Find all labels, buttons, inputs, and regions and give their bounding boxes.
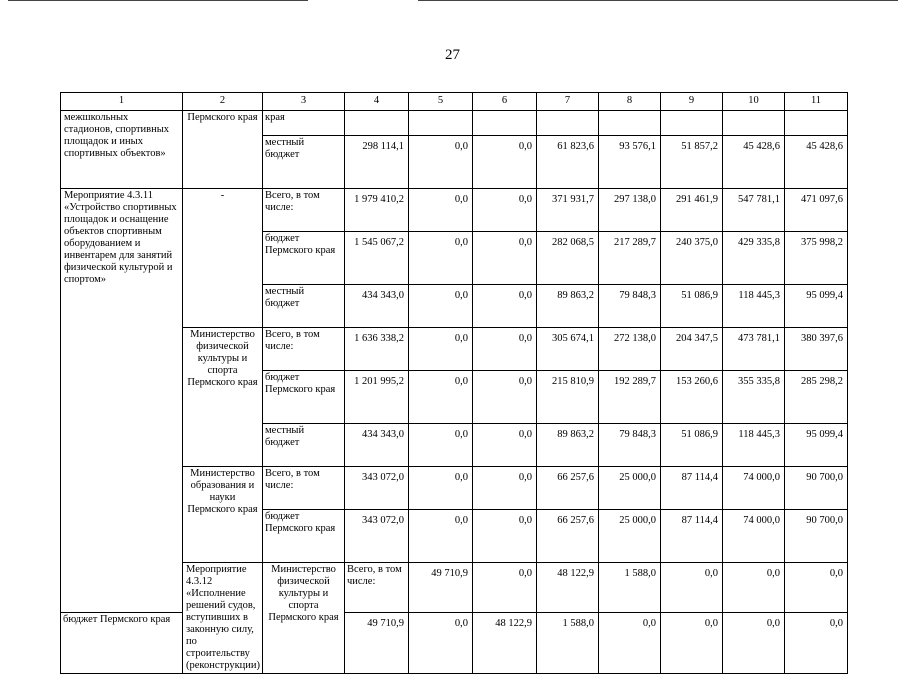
amount-cell: 285 298,2: [785, 371, 848, 424]
amount-cell: 0,0: [409, 285, 473, 328]
responsible-cell: Министерство образования и науки Пермского края: [183, 467, 263, 563]
table-row: [61, 189, 848, 232]
amount-cell: 217 289,7: [599, 232, 661, 285]
header-row: [61, 93, 848, 111]
amount-cell: 434 343,0: [345, 285, 409, 328]
header-cell: 1: [61, 93, 183, 111]
amount-cell: 0,0: [599, 612, 661, 673]
responsible-cell: -: [183, 189, 263, 328]
amount-cell: 380 397,6: [785, 328, 848, 371]
funding-source-cell: Всего, в том числе:: [263, 189, 345, 232]
amount-cell: 0,0: [473, 467, 537, 510]
amount-cell: 49 710,9: [345, 612, 409, 673]
amount-cell: 1 588,0: [599, 563, 661, 613]
page-number: 27: [445, 47, 460, 63]
amount-cell: 61 823,6: [537, 136, 599, 189]
amount-cell: 0,0: [409, 328, 473, 371]
funding-source-cell: Всего, в том числе:: [263, 328, 345, 371]
amount-cell: 434 343,0: [345, 424, 409, 467]
funding-source-cell: бюджет Пермского края: [263, 232, 345, 285]
funding-source-cell: Всего, в том числе:: [263, 467, 345, 510]
amount-cell: [599, 111, 661, 136]
activity-cell: межшкольных стадионов, спортивных площадок и иных спортивных объектов»: [61, 111, 183, 189]
amount-cell: 74 000,0: [723, 467, 785, 510]
header-cell: 10: [723, 93, 785, 111]
amount-cell: 192 289,7: [599, 371, 661, 424]
amount-cell: 204 347,5: [661, 328, 723, 371]
amount-cell: 0,0: [409, 612, 473, 673]
amount-cell: 0,0: [473, 371, 537, 424]
amount-cell: 89 863,2: [537, 285, 599, 328]
responsible-cell: Министерство физической культуры и спорта Пермского края: [183, 328, 263, 467]
amount-cell: 79 848,3: [599, 424, 661, 467]
header-cell: 2: [183, 93, 263, 111]
amount-cell: 0,0: [785, 563, 848, 613]
amount-cell: 45 428,6: [785, 136, 848, 189]
amount-cell: 48 122,9: [473, 612, 537, 673]
amount-cell: 0,0: [473, 424, 537, 467]
amount-cell: 87 114,4: [661, 510, 723, 563]
table-row: [61, 612, 848, 673]
amount-cell: 1 588,0: [537, 612, 599, 673]
amount-cell: 0,0: [409, 232, 473, 285]
amount-cell: 429 335,8: [723, 232, 785, 285]
amount-cell: 0,0: [785, 612, 848, 673]
amount-cell: 0,0: [473, 563, 537, 613]
header-cell: 4: [345, 93, 409, 111]
header-cell: 9: [661, 93, 723, 111]
amount-cell: 0,0: [409, 467, 473, 510]
amount-cell: 375 998,2: [785, 232, 848, 285]
amount-cell: 51 857,2: [661, 136, 723, 189]
amount-cell: 473 781,1: [723, 328, 785, 371]
amount-cell: 25 000,0: [599, 510, 661, 563]
amount-cell: 51 086,9: [661, 424, 723, 467]
amount-cell: 471 097,6: [785, 189, 848, 232]
amount-cell: 0,0: [723, 563, 785, 613]
amount-cell: 343 072,0: [345, 510, 409, 563]
amount-cell: 0,0: [473, 189, 537, 232]
header-cell: 3: [263, 93, 345, 111]
amount-cell: [345, 111, 409, 136]
amount-cell: 355 335,8: [723, 371, 785, 424]
table-row: [61, 111, 848, 136]
amount-cell: 0,0: [473, 285, 537, 328]
funding-source-cell: бюджет Пермского края: [263, 510, 345, 563]
amount-cell: 51 086,9: [661, 285, 723, 328]
amount-cell: [537, 111, 599, 136]
funding-source-cell: местный бюджет: [263, 424, 345, 467]
amount-cell: [409, 111, 473, 136]
funding-source-cell: местный бюджет: [263, 285, 345, 328]
amount-cell: 25 000,0: [599, 467, 661, 510]
amount-cell: [661, 111, 723, 136]
amount-cell: 95 099,4: [785, 285, 848, 328]
amount-cell: 95 099,4: [785, 424, 848, 467]
amount-cell: 153 260,6: [661, 371, 723, 424]
top-rule-left: [8, 0, 308, 1]
funding-source-cell: местный бюджет: [263, 136, 345, 189]
amount-cell: 0,0: [723, 612, 785, 673]
amount-cell: 272 138,0: [599, 328, 661, 371]
amount-cell: 1 636 338,2: [345, 328, 409, 371]
header-cell: 8: [599, 93, 661, 111]
funding-source-cell: бюджет Пермского края: [263, 371, 345, 424]
amount-cell: 0,0: [473, 328, 537, 371]
amount-cell: 79 848,3: [599, 285, 661, 328]
amount-cell: 0,0: [661, 563, 723, 613]
amount-cell: [473, 111, 537, 136]
amount-cell: 93 576,1: [599, 136, 661, 189]
amount-cell: 0,0: [409, 424, 473, 467]
amount-cell: 1 201 995,2: [345, 371, 409, 424]
amount-cell: 547 781,1: [723, 189, 785, 232]
amount-cell: 343 072,0: [345, 467, 409, 510]
responsible-cell: Пермского края: [183, 111, 263, 189]
amount-cell: 0,0: [409, 136, 473, 189]
activity-cell: Мероприятие 4.3.12 «Исполнение решений судов, вступивших в законную силу, по строительству (реконструкции): [183, 563, 263, 674]
amount-cell: 90 700,0: [785, 510, 848, 563]
budget-table: [60, 92, 848, 674]
amount-cell: 0,0: [473, 136, 537, 189]
amount-cell: 90 700,0: [785, 467, 848, 510]
amount-cell: 297 138,0: [599, 189, 661, 232]
amount-cell: 371 931,7: [537, 189, 599, 232]
amount-cell: 282 068,5: [537, 232, 599, 285]
amount-cell: 240 375,0: [661, 232, 723, 285]
amount-cell: 66 257,6: [537, 467, 599, 510]
top-rule-right: [418, 0, 898, 1]
amount-cell: [785, 111, 848, 136]
amount-cell: [723, 111, 785, 136]
header-cell: 6: [473, 93, 537, 111]
amount-cell: 0,0: [409, 371, 473, 424]
header-cell: 5: [409, 93, 473, 111]
amount-cell: 89 863,2: [537, 424, 599, 467]
amount-cell: 0,0: [409, 189, 473, 232]
amount-cell: 0,0: [473, 510, 537, 563]
amount-cell: 298 114,1: [345, 136, 409, 189]
activity-cell: Мероприятие 4.3.11 «Устройство спортивных площадок и оснащение объектов спортивным оборудованием и инвентарем для занятий физической культурой и спортом»: [61, 189, 183, 613]
funding-source-cell: края: [263, 111, 345, 136]
header-cell: 11: [785, 93, 848, 111]
amount-cell: 66 257,6: [537, 510, 599, 563]
amount-cell: 45 428,6: [723, 136, 785, 189]
amount-cell: 48 122,9: [537, 563, 599, 613]
amount-cell: 74 000,0: [723, 510, 785, 563]
funding-source-cell: Всего, в том числе:: [345, 563, 409, 613]
amount-cell: 118 445,3: [723, 285, 785, 328]
amount-cell: 1 979 410,2: [345, 189, 409, 232]
amount-cell: 0,0: [409, 510, 473, 563]
header-cell: 7: [537, 93, 599, 111]
amount-cell: 0,0: [661, 612, 723, 673]
amount-cell: 118 445,3: [723, 424, 785, 467]
amount-cell: 291 461,9: [661, 189, 723, 232]
funding-source-cell: бюджет Пермского края: [61, 612, 183, 673]
amount-cell: 0,0: [473, 232, 537, 285]
responsible-cell: Министерство физической культуры и спорта Пермского края: [263, 563, 345, 674]
amount-cell: 1 545 067,2: [345, 232, 409, 285]
amount-cell: 215 810,9: [537, 371, 599, 424]
amount-cell: 87 114,4: [661, 467, 723, 510]
amount-cell: 49 710,9: [409, 563, 473, 613]
amount-cell: 305 674,1: [537, 328, 599, 371]
